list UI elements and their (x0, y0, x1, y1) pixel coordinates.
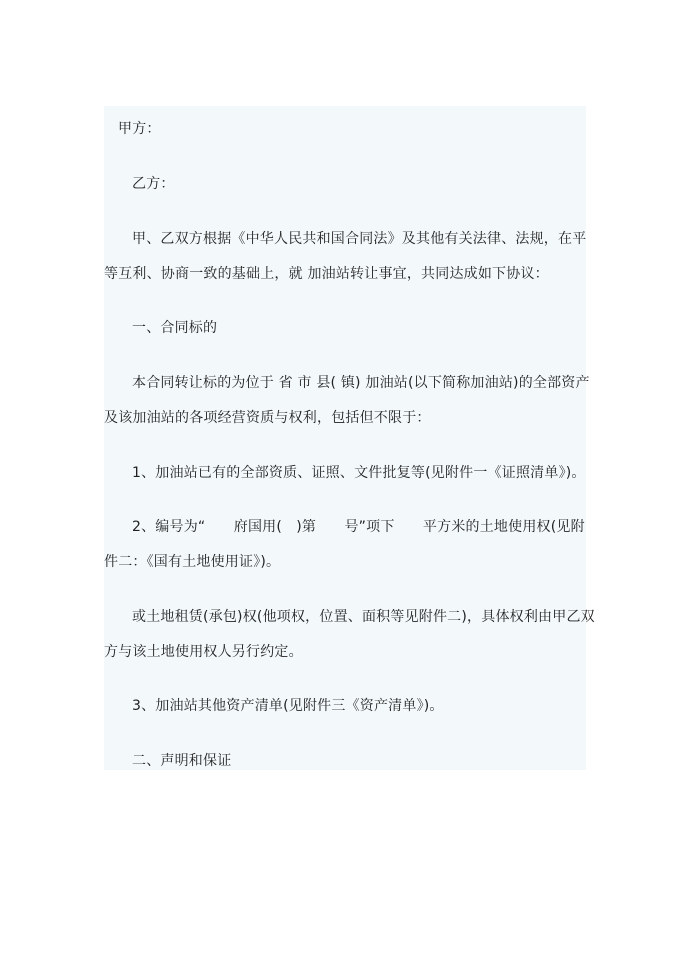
item-3-line: 3、加油站其他资产清单(见附件三《资产清单》)。 (132, 698, 444, 714)
lease-line-2: 方与该土地使用权人另行约定。 (104, 644, 303, 660)
preamble-line-1: 甲、乙双方根据《中华人民共和国合同法》及其他有关法律、法规，在平 (132, 231, 587, 247)
subject-line-2: 及该加油站的各项经营资质与权利，包括但不限于： (104, 410, 431, 426)
party-b-line: 乙方： (132, 176, 175, 192)
section-heading-1: 一、合同标的 (132, 320, 218, 336)
item-2-line-1: 2、编号为“ 府国用( )第 号”项下 平方米的土地使用权(见附 (132, 519, 585, 535)
preamble-line-2: 等互利、协商一致的基础上，就 加油站转让事宜，共同达成如下协议： (104, 266, 549, 282)
subject-line-1: 本合同转让标的为位于 省 市 县( 镇) 加油站(以下简称加油站)的全部资产 (132, 375, 590, 391)
lease-line-1: 或土地租赁(承包)权(他项权，位置、面积等见附件二)，具体权利由甲乙双 (132, 609, 595, 625)
content-block (104, 106, 586, 770)
item-1-line: 1、加油站已有的全部资质、证照、文件批复等(见附件一《证照清单》)。 (132, 465, 586, 481)
party-a-line: 甲方： (118, 121, 161, 137)
item-2-line-2: 件二：《国有土地使用证》)。 (104, 554, 281, 570)
section-heading-2: 二、声明和保证 (132, 753, 232, 769)
